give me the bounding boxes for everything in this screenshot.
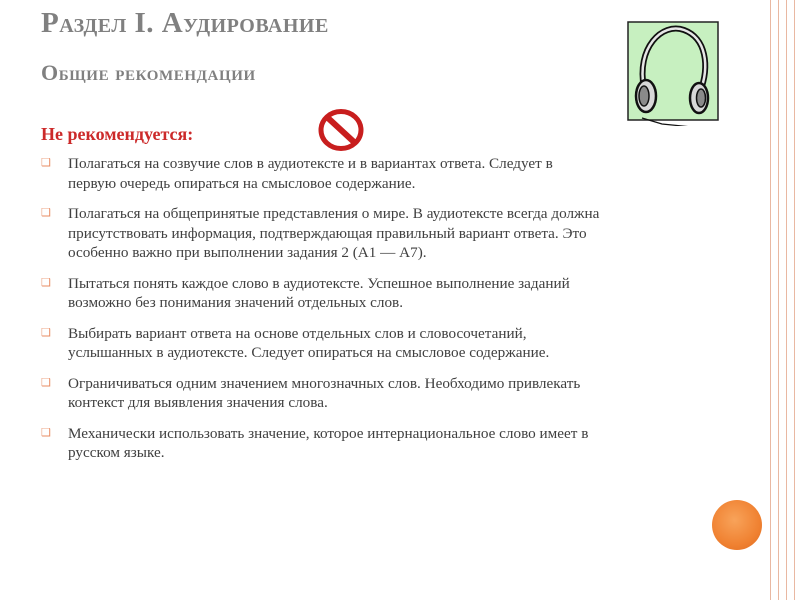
item-line: первую очередь опираться на смысловое содержание. [68,174,416,192]
item-line: услышанных в аудиотексте. Следует опираться на смысловое содержание. [68,344,550,361]
item-line: Механически использовать значение, которое интернациональное слово имеет в [68,424,589,442]
list-item [41,154,721,193]
bullet-icon: ❑ [41,376,51,389]
decorative-circle [712,500,762,550]
recommendation-list [41,154,721,474]
border-line [786,0,787,600]
border-line [770,0,771,600]
no-entry-icon [318,108,364,152]
item-line: Ограничиваться одним значением многозначных слов. Необходимо привлекать [68,374,581,392]
bullet-icon: ❑ [41,207,51,219]
item-line: Полагаться на созвучие слов в аудиотексте и в вариантах ответа. Следует в [68,155,553,172]
list-item [41,204,721,263]
bullet-icon: ❑ [41,157,51,169]
headphones-icon [622,18,722,126]
list-item [41,274,721,313]
item-line: Выбирать вариант ответа на основе отдельных слов и словосочетаний, [68,324,527,342]
section-heading: Не рекомендуется: [41,124,194,144]
bullet-icon: ❑ [41,426,51,439]
item-line: особенно важно при выполнении задания 2 (А1 — А7). [68,244,427,261]
bullet-icon: ❑ [41,326,51,339]
slide-subtitle: Общие рекомендации [41,60,256,85]
border-line [794,0,795,600]
item-line: Пытаться понять каждое слово в аудиотексте. Успешное выполнение заданий [68,274,570,292]
item-line: присутствовать информация, подтверждающая правильный вариант ответа. Это [68,224,587,242]
bullet-icon: ❑ [41,276,51,289]
list-item [41,424,721,463]
item-line: возможно без понимания значений отдельных слов. [68,294,404,311]
border-line [778,0,779,600]
list-item [41,374,721,413]
slide-title: Раздел I. Аудирование [41,7,329,39]
item-line: Полагаться на общепринятые представления о мире. В аудиотексте всегда должна [68,205,600,222]
item-line: русском языке. [68,444,165,461]
list-item [41,324,721,363]
item-line: контекст для выявления значения слова. [68,394,328,411]
